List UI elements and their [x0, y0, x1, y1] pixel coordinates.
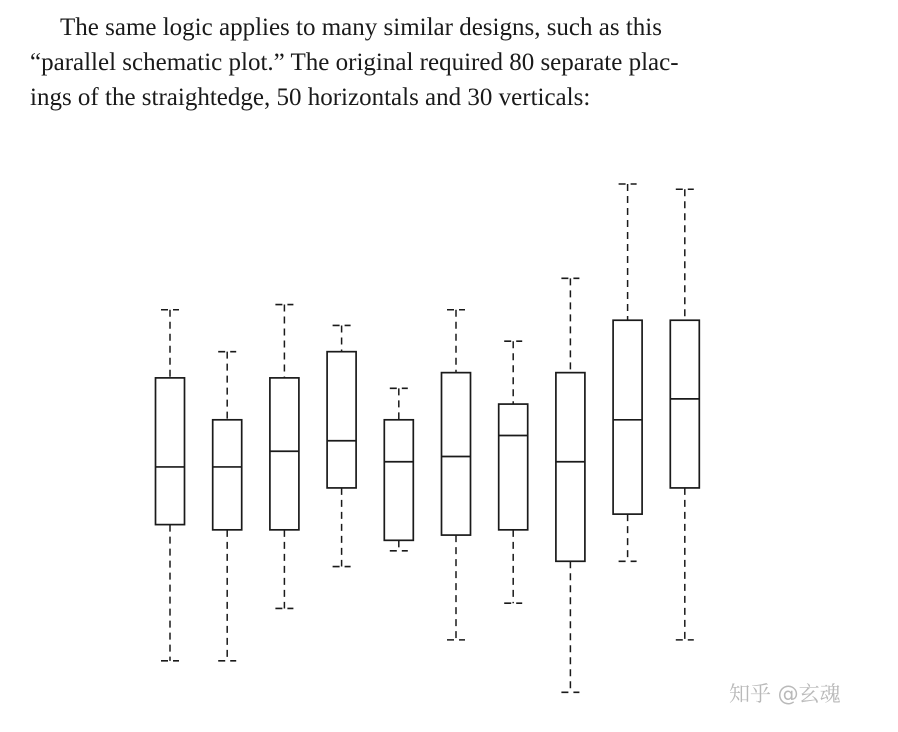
boxplot-6: [442, 310, 471, 640]
interquartile-box: [499, 404, 528, 530]
interquartile-box: [613, 320, 642, 514]
interquartile-box: [156, 378, 185, 525]
watermark-text: 知乎 @玄魂: [729, 682, 841, 706]
paragraph-line-3: ings of the straightedge, 50 horizontals and 30 verticals:: [30, 84, 591, 111]
interquartile-box: [270, 378, 299, 530]
boxplot-10: [670, 189, 699, 640]
boxplot-4: [327, 325, 356, 566]
paragraph-line-2: “parallel schematic plot.” The original required 80 separate plac-: [30, 49, 679, 76]
boxplot-5: [384, 388, 413, 550]
interquartile-box: [213, 420, 242, 530]
interquartile-box: [442, 373, 471, 535]
boxplot-7: [499, 341, 528, 603]
boxplot-8: [556, 278, 585, 692]
paragraph-line-1: The same logic applies to many similar designs, such as this: [60, 14, 662, 41]
interquartile-box: [556, 373, 585, 562]
boxplot-3: [270, 305, 299, 609]
boxplot-9: [613, 184, 642, 561]
interquartile-box: [670, 320, 699, 488]
boxplot-2: [213, 352, 242, 661]
interquartile-box: [327, 352, 356, 488]
interquartile-box: [384, 420, 413, 541]
boxplot-1: [156, 310, 185, 661]
